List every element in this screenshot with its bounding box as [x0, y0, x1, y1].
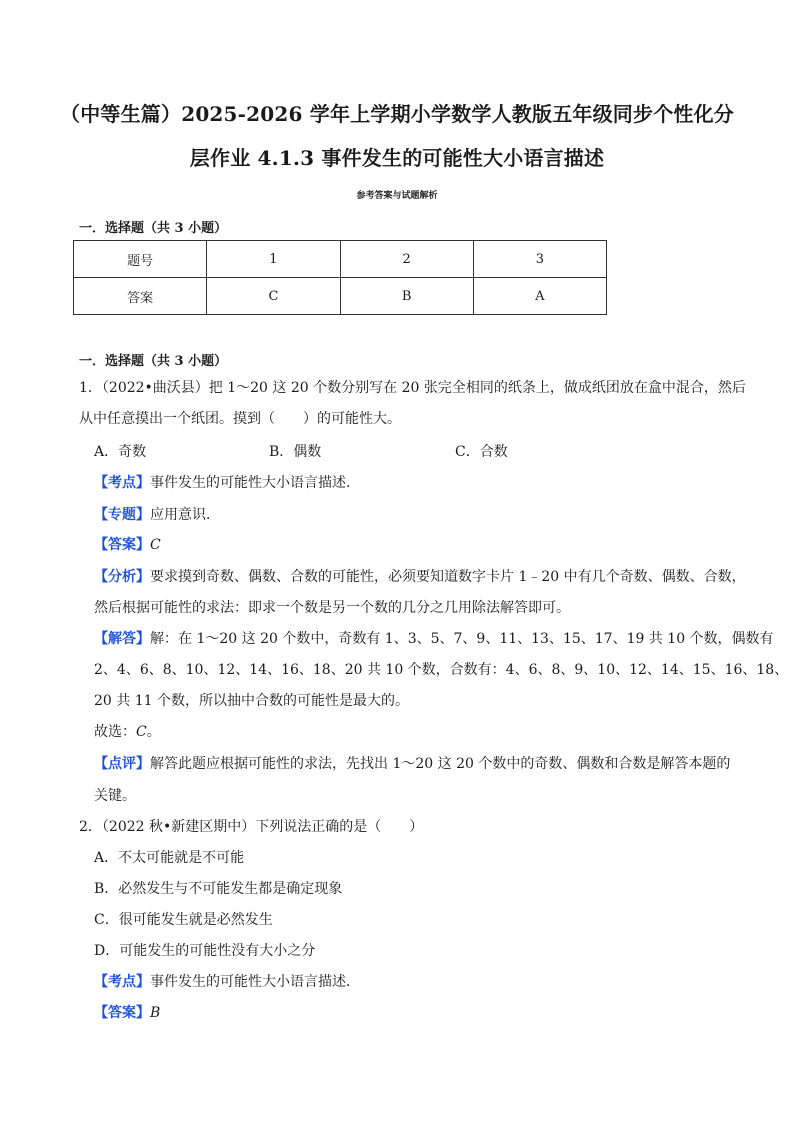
document-title-line-2: 层作业 4.1.3 事件发生的可能性大小语言描述 — [189, 146, 605, 170]
table-cell: A — [473, 278, 606, 315]
table-row-label: 题号 — [74, 241, 207, 278]
daan-tag: 【答案】 — [94, 1005, 150, 1021]
q1-kaodian — [94, 473, 360, 493]
jieda-text: 解：在 1～20 这 20 个数中，奇数有 1、3、5、7、9、11、13、15、17、19 共 10 个数，偶数有 — [150, 631, 774, 647]
q2-kaodian — [94, 972, 360, 992]
dianping-tag: 【点评】 — [94, 756, 150, 772]
q1-answer — [94, 535, 161, 555]
kaodian-tag: 【考点】 — [94, 475, 150, 491]
document-title-line-1: （中等生篇）2025-2026 学年上学期小学数学人教版五年级同步个性化分 — [60, 102, 734, 126]
q1-stem-line-1: 1．（2022•曲沃县）把 1～20 这 20 个数分别写在 20 张完全相同的纸条上，做成纸团放在盒中混合，然后 — [79, 380, 746, 396]
choice-prefix: 故选： — [94, 724, 136, 740]
dianping-text: 解答此题应根据可能性的求法，先找出 1～20 这 20 个数中的奇数、偶数和合数是解答本题的 — [150, 756, 731, 772]
zhuanti-text: 应用意识． — [150, 507, 220, 523]
q1-comment-line-2: 关键。 — [94, 788, 136, 804]
q2-stem: 2．（2022 秋•新建区期中）下列说法正确的是（ ） — [79, 819, 424, 835]
table-cell: 2 — [340, 241, 473, 278]
daan-text: C — [150, 537, 161, 553]
choice-suffix: 。 — [146, 724, 161, 740]
q1-option-a: A．奇数 — [94, 444, 147, 460]
kaodian-tag: 【考点】 — [94, 974, 150, 990]
kaodian-text: 事件发生的可能性大小语言描述． — [150, 974, 360, 990]
zhuanti-tag: 【专题】 — [94, 507, 150, 523]
q1-zhuanti — [94, 505, 220, 525]
q1-comment-line-1 — [94, 754, 730, 774]
q2-option-a: A．不太可能就是不可能 — [94, 850, 245, 866]
q2-option-b: B．必然发生与不可能发生都是确定现象 — [94, 881, 343, 897]
q1-stem-line-2: 从中任意摸出一个纸团。摸到（ ）的可能性大。 — [79, 411, 401, 427]
table-row-label: 答案 — [74, 278, 207, 315]
q1-solution-line-3: 20 共 11 个数，所以抽中合数的可能性是最大的。 — [94, 693, 409, 709]
daan-tag: 【答案】 — [94, 537, 150, 553]
table-cell: 1 — [207, 241, 340, 278]
q1-solution-line-2: 2、4、6、8、10、12、14、16、18、20 共 10 个数，合数有：4、6、8、9、10、12、14、15、16、18、 — [94, 662, 789, 678]
answer-section-heading: 一．选择题（共 3 小题） — [79, 221, 228, 236]
q2-option-c: C．很可能发生就是必然发生 — [94, 912, 273, 928]
table-row — [74, 278, 607, 315]
choice-value: C — [136, 724, 147, 740]
table-cell: 3 — [473, 241, 606, 278]
document-subtitle: 参考答案与试题解析 — [356, 191, 438, 201]
detail-section-heading: 一．选择题（共 3 小题） — [79, 354, 228, 369]
kaodian-text: 事件发生的可能性大小语言描述． — [150, 475, 360, 491]
jieda-tag: 【解答】 — [94, 631, 150, 647]
q1-analysis-line-2: 然后根据可能性的求法：即求一个数是另一个数的几分之几用除法解答即可。 — [94, 600, 570, 616]
q1-option-b: B．偶数 — [269, 444, 322, 460]
answer-table — [73, 240, 607, 315]
q1-choice — [94, 722, 161, 742]
q2-answer — [94, 1003, 160, 1023]
table-cell: C — [207, 278, 340, 315]
q2-option-d: D．可能发生的可能性没有大小之分 — [94, 943, 316, 959]
q1-option-c: C．合数 — [455, 444, 508, 460]
q1-analysis-line-1 — [94, 567, 746, 587]
fenxi-tag: 【分析】 — [94, 569, 150, 585]
fenxi-text: 要求摸到奇数、偶数、合数的可能性，必须要知道数字卡片 1﹣20 中有几个奇数、偶数、合数， — [150, 569, 746, 585]
daan-text: B — [150, 1005, 161, 1021]
table-cell: B — [340, 278, 473, 315]
q1-solution-line-1 — [94, 629, 774, 649]
table-row — [74, 241, 607, 278]
